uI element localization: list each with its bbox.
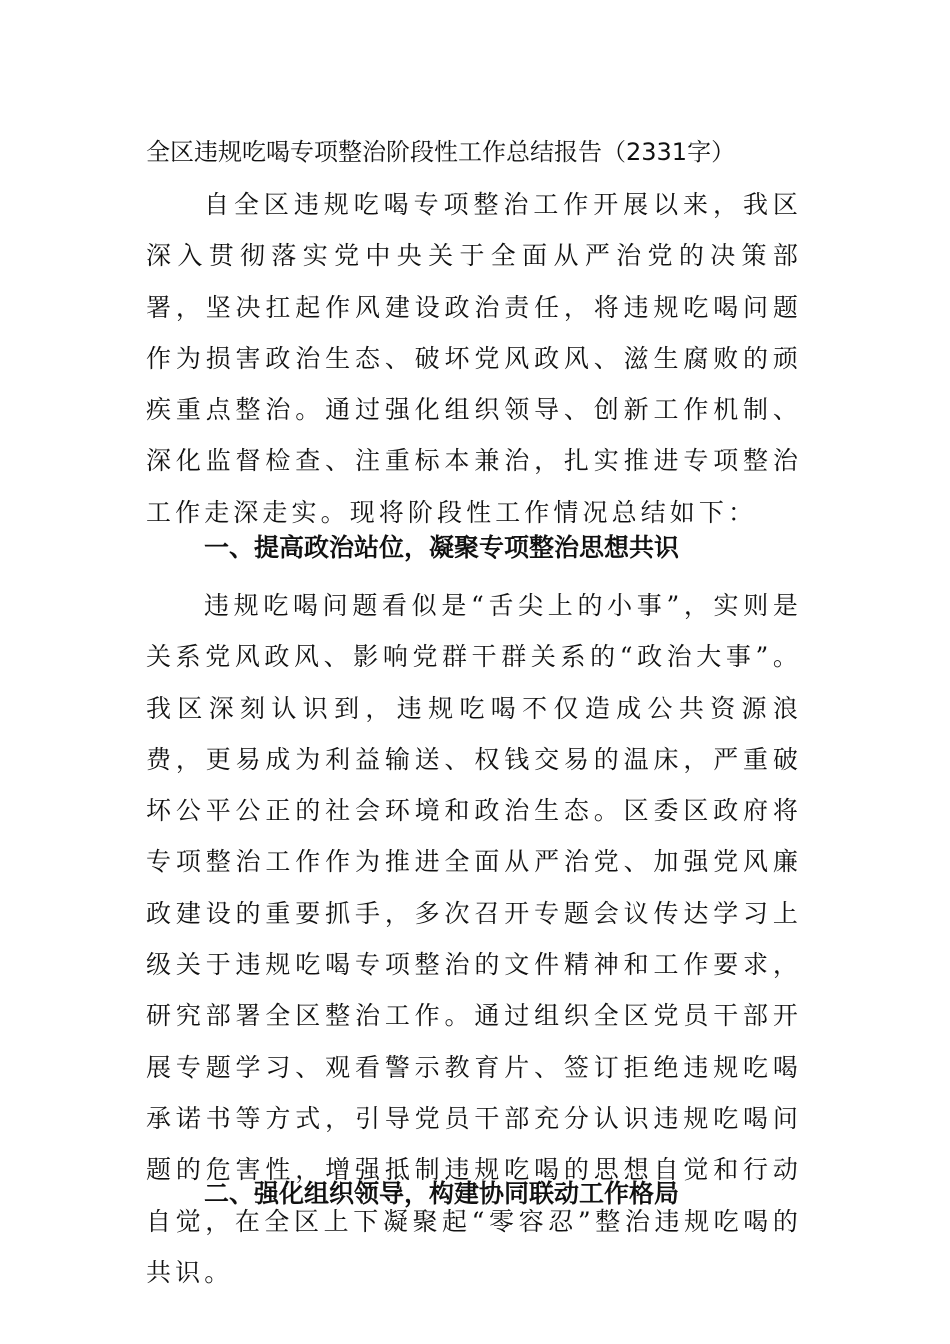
document-title: 全区违规吃喝专项整治阶段性工作总结报告（2331字） — [146, 138, 736, 166]
section-1-paragraph: 违规吃喝问题看似是“舌尖上的小事”，实则是关系党风政风、影响党群干群关系的“政治大事”。我区深刻认识到，违规吃喝不仅造成公共资源浪费，更易成为利益输送、权钱交易的温床，严重破坏公平公正的社会环境和政治生态。区委区政府将专项整治工作作为推进全面从严治党、加强党风廉政建设的重要抓手，多次召开专题会议传达学习上级关于违规吃喝专项整治的文件精神和工作要求，研究部署全区整治工作。通过组织全区党员干部开展专题学习、观看警示教育片、签订拒绝违规吃喝承诺书等方式，引导党员干部充分认识违规吃喝问题的危害性，增强抵制违规吃喝的思想自觉和行动自觉，在全区上下凝聚起“零容忍”整治违规吃喝的共识。 — [146, 591, 802, 1287]
intro-paragraph: 自全区违规吃喝专项整治工作开展以来，我区深入贯彻落实党中央关于全面从严治党的决策部署，坚决扛起作风建设政治责任，将违规吃喝问题作为损害政治生态、破坏党风政风、滋生腐败的顽疾重点整治。通过强化组织领导、创新工作机制、深化监督检查、注重标本兼治，扎实推进专项整治工作走深走实。现将阶段性工作情况总结如下： — [146, 190, 802, 527]
section-1-heading: 一、提高政治站位，凝聚专项整治思想共识 — [204, 533, 680, 562]
section-2-heading: 二、强化组织领导，构建协同联动工作格局 — [204, 1179, 680, 1208]
